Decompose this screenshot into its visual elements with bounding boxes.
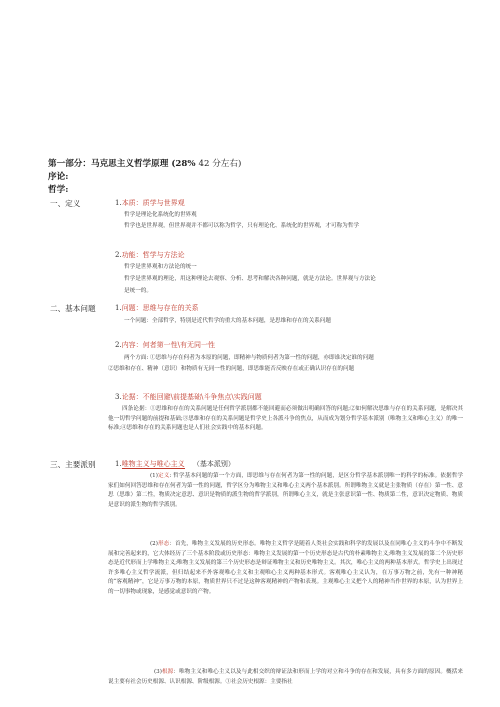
basic-sub2-line: ②思维和存在、精神（意识）和物质有无同一性的问题，即思维能否反映存在或正确认识存在的问题 (108, 366, 355, 372)
basic-sub1-line: 一个问题：全部哲学，特别是近代哲学的重大的基本问题，是思维和存在的关系问题 (124, 318, 331, 324)
definition-sub1-heading (115, 198, 185, 208)
part-heading (48, 157, 241, 169)
schools-sub1-title: 唯物主义与唯心主义 (121, 460, 185, 468)
basic-sub2-heading (115, 340, 215, 350)
basic-sub3-heading (115, 392, 262, 402)
basic-sub3-title: 论据：不能回避\前提基础\斗争焦点\实践问题 (121, 393, 262, 401)
definition-sub2-line: 哲学是世界观的理论，用这种理论去观察、分析、思考和解决各种问题，就是方法论。世界观与方法论 (124, 276, 376, 282)
schools-sub1-heading (115, 459, 235, 469)
p2-text: ：首先，唯物主义发展的历史形态。唯物主义哲学是随着人类社会实践和科学的发展以及在同唯心主义的斗争中不断发展和完善起来的，它大体经历了三个基本阶段或历史形态：唯物主义发展的第一个历史形态是古代的朴素唯物主义;唯物主义发展的第二个历史形态是近代形而上学唯物主义;唯物主义发展的第三个历史形态是辩证唯物主义和历史唯物主义。其次，唯心主义的两种基本形式。哲学史上出现过许多唯心主义哲学流派，但归结起来不外客观唯心主义和主观唯心主义两种基本形式。客观唯心主义认为，在万事万物之前，先有一种神秘的“客观精神”，它是万事万物的本原，物质世界只不过是这种客观精神的产物和表现。主观唯心主义把个人的精神当作世界的本原，认为世界上的一切事物或现象，是感觉或意识的产物。 (108, 541, 463, 595)
basic-sub2-title: 内容：何者第一性\有无同一性 (121, 341, 216, 349)
p1-key: 定义 (157, 473, 170, 479)
section-schools-label: 三、主要派别 (50, 460, 96, 469)
definition-sub1-line: 哲学是理论化系统化的世界观 (124, 212, 197, 218)
basic-sub2-line: 两个方面: ①思维与存在何者为本原的问题，即精神与物质何者为第一性的问题，亦即谁决定谁的问题 (124, 355, 374, 361)
basic-sub2-num: 2. (115, 341, 122, 349)
p1-lead: (1) (150, 473, 158, 479)
basic-sub1-title: 问题：思维与存在的关系 (121, 304, 199, 312)
basic-sub3-text: 四条论据：①思维和存在的关系问题是任何哲学派别都不能回避而必须做出明确回答的问题;②如何解决思维与存在的关系问题，是解决其他一切哲学问题的前提和基础;③思维和存在的关系问题是哲学史上各派斗争的焦点，从而成为划分哲学基本派别（唯物主义和唯心主义）的唯一标准;④思维和存在的关系问题也是人们社会实践中的基本问题。 (108, 406, 463, 432)
definition-sub2-num: 2. (115, 251, 122, 259)
schools-forms-paragraph (108, 540, 463, 598)
part-title: 第一部分：马克思主义哲学原理 (48, 159, 169, 169)
definition-sub1-title: 本质：质学与世界观 (121, 199, 185, 207)
basic-sub3-num: 3. (115, 393, 122, 401)
definition-sub2-line: 哲学是世界观和方法论的统一 (124, 264, 197, 270)
schools-sub1-suffix: （基本派别） (192, 460, 235, 468)
p3-text: ：唯物主义和唯心主义以及与此相交织的辩证法和形而上学的对立和斗争的存在和发展，具有多方面的原因。概括来说主要有社会历史根源、认识根源、阶级根源。①社会历史根源：主要指社 (108, 669, 463, 685)
definition-sub1-line: 哲学也是世界观，但世界观并不都可以称为哲学，只有理论化、系统化的世界观，才可称为哲学 (124, 223, 359, 229)
p1-text: : 哲学基本问题的第一个方面，即思维与存在何者为第一性的问题，是区分哲学基本派别唯一的科学的标准。依据哲学家们如何回答思维和存在何者为第一性的问题，哲学区分为唯物主义和唯心主义两个基本派别。所谓唯物主义就是主张物质（存在）第一性、意思（思维）第二性，物质决定意思、意识是物质的派生物的哲学派别，所谓唯心主义，就是主张意识第一性、物质第二性，意识决定物质、物质是意识的派生物的哲学派别。 (108, 473, 463, 508)
p3-lead: (3) (154, 669, 162, 675)
p2-lead: (2) (150, 541, 158, 547)
schools-roots-paragraph (108, 668, 463, 687)
basic-sub1-num: 1. (115, 304, 122, 312)
schools-definition-paragraph (108, 472, 463, 510)
basic-sub1-heading (115, 303, 199, 313)
definition-sub2-line: 是统一的。 (124, 288, 152, 294)
p3-key: 根源 (161, 669, 174, 675)
part-points: 42 分左右) (198, 159, 242, 169)
definition-sub2-heading (115, 250, 185, 260)
part-weight: (28% (171, 159, 196, 169)
intro-heading: 序论: (48, 172, 69, 182)
definition-sub1-num: 1. (115, 199, 122, 207)
philosophy-heading: 哲学: (48, 185, 69, 195)
p2-key: 形态 (157, 541, 170, 547)
section-basic-question-label: 二、基本问题 (50, 304, 96, 313)
schools-sub1-num: 1. (115, 460, 122, 468)
definition-sub2-title: 功能：哲学与方法论 (121, 251, 185, 259)
section-definition-label: 一、定义 (50, 199, 81, 208)
